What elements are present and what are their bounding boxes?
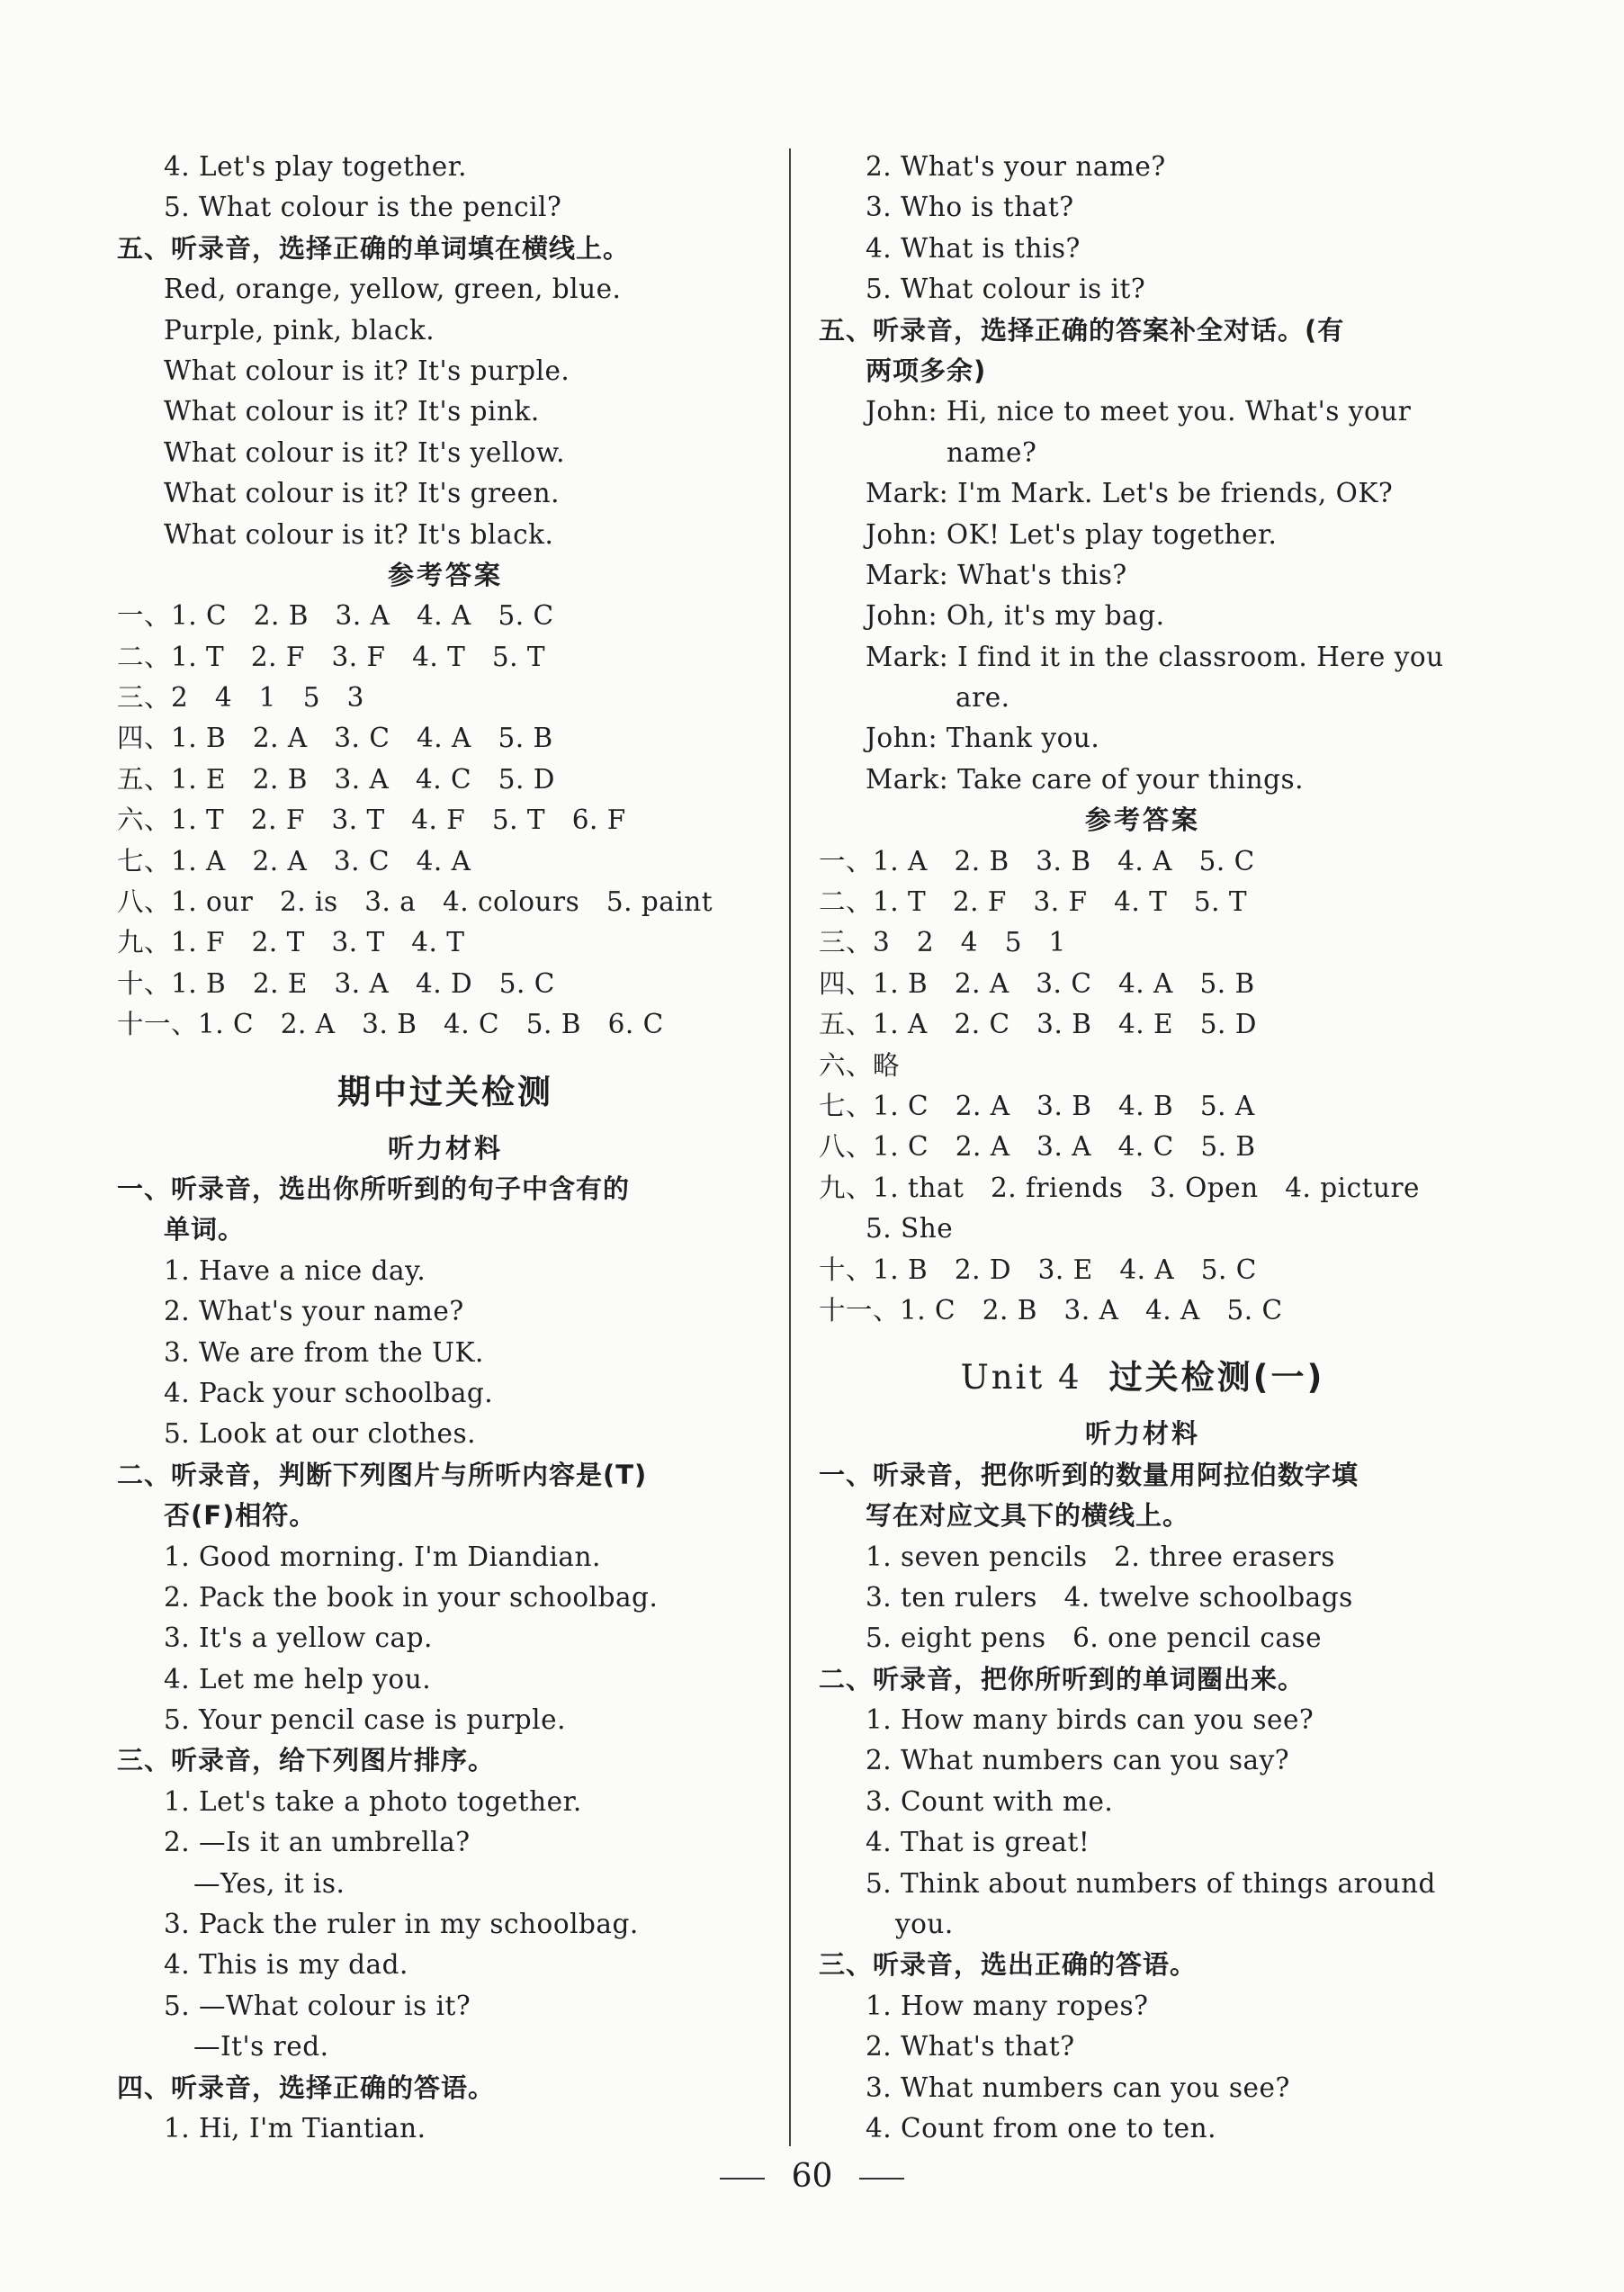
page-footer [0,2158,1624,2195]
answer-line: 八、1. our 2. is 3. a 4. colours 5. paint [117,886,713,918]
question-heading: 一、听录音，选出你所听到的句子中含有的 [117,1173,631,1204]
text-line: 5. What colour is the pencil? [164,192,562,223]
text-line: you. [895,1909,954,1940]
text-line: 1. Hi, I'm Tiantian. [164,2112,426,2144]
answer-line: 七、1. C 2. A 3. B 4. B 5. A [819,1090,1255,1121]
text-line: 1. Let's take a photo together. [164,1785,582,1817]
answers-title: 参考答案 [387,559,503,590]
answer-line: 九、1. that 2. friends 3. Open 4. picture [819,1172,1420,1203]
column-divider [789,148,791,2146]
text-line: 5. What colour is it? [866,274,1146,305]
text-line: —It's red. [193,2031,329,2063]
text-line: Red, orange, yellow, green, blue. [164,274,622,305]
text-line: 3. ten rulers 4. twelve schoolbags [866,1581,1353,1613]
answer-line: 十一、1. C 2. A 3. B 4. C 5. B 6. C [117,1009,664,1040]
text-line: What colour is it? It's green. [164,478,560,509]
text-line: 4. Let me help you. [164,1663,432,1694]
footer-dash-right [859,2178,904,2180]
text-line: 5. Look at our clothes. [164,1418,476,1450]
text-line: 3. Pack the ruler in my schoolbag. [164,1909,639,1940]
text-line: 3. We are from the UK. [164,1336,484,1368]
answer-line: 五、1. E 2. B 3. A 4. C 5. D [117,763,555,795]
unit-title [819,1351,1467,1405]
text-line: 5. Think about numbers of things around [866,1867,1436,1899]
answer-line: 一、1. A 2. B 3. B 4. A 5. C [819,845,1255,876]
text-line: 5. eight pens 6. one pencil case [866,1622,1323,1654]
text-line: 5. —What colour is it? [164,1990,471,2021]
dialog-line: John: Hi, nice to meet you. What's your [866,396,1412,427]
answer-line: 七、1. A 2. A 3. C 4. A [117,845,471,876]
answers-title: 参考答案 [1084,804,1200,836]
text-line: 4. Let's play together. [164,151,468,182]
dialog-line: name? [947,436,1037,468]
question-heading-cont: 写在对应文具下的横线上。 [866,1500,1190,1532]
text-line: 3. What numbers can you see? [866,2072,1290,2103]
dialog-line: John: Oh, it's my bag. [866,600,1165,632]
answer-line: 二、1. T 2. F 3. F 4. T 5. T [117,641,546,672]
text-line: What colour is it? It's black. [164,518,554,550]
question-heading: 三、听录音，给下列图片排序。 [117,1745,496,1776]
text-line: What colour is it? It's yellow. [164,436,566,468]
section-title: 期中过关检测 [337,1072,553,1111]
unit-title-cn: 过关检测(一) [1108,1358,1325,1398]
question-heading: 三、听录音，选出正确的答语。 [819,1949,1198,1981]
question-heading-cont: 否(F)相符。 [164,1500,317,1532]
text-line: 4. Count from one to ten. [866,2112,1216,2144]
dialog-line: Mark: I'm Mark. Let's be friends, OK? [866,478,1394,509]
dialog-line: John: Thank you. [866,723,1100,754]
question-heading: 五、听录音，选择正确的单词填在横线上。 [117,232,631,264]
question-heading: 五、听录音，选择正确的答案补全对话。(有 [819,314,1345,346]
text-line: 4. What is this? [866,232,1081,264]
text-line: 4. This is my dad. [164,1949,408,1981]
question-heading: 二、听录音，判断下列图片与所听内容是(T) [117,1459,648,1490]
dialog-line: Mark: Take care of your things. [866,763,1304,795]
text-line: 3. Who is that? [866,192,1074,223]
answer-line: 十一、1. C 2. B 3. A 4. A 5. C [819,1294,1283,1326]
answer-line: 二、1. T 2. F 3. F 4. T 5. T [819,886,1248,918]
text-line: 2. What's your name? [866,151,1166,182]
answer-line: 五、1. A 2. C 3. B 4. E 5. D [819,1009,1257,1040]
answer-line: 十、1. B 2. E 3. A 4. D 5. C [117,967,555,999]
question-heading: 二、听录音，把你所听到的单词圈出来。 [819,1663,1305,1694]
text-line: 1. seven pencils 2. three erasers [866,1541,1335,1572]
answer-line: 八、1. C 2. A 3. A 4. C 5. B [819,1131,1256,1163]
footer-dash-left [720,2178,765,2180]
text-line: 5. Your pencil case is purple. [164,1704,566,1736]
answer-line: 六、略 [819,1049,901,1081]
text-line: 3. It's a yellow cap. [164,1622,433,1654]
right-column [819,147,1467,2149]
text-line: What colour is it? It's pink. [164,396,540,427]
text-line: Purple, pink, black. [164,314,435,346]
page-number: 60 [791,2158,833,2195]
text-line: 1. How many birds can you see? [866,1704,1314,1736]
listening-title: 听力材料 [387,1132,503,1164]
text-line: 2. What's your name? [164,1296,464,1327]
text-line: 1. Have a nice day. [164,1254,426,1286]
text-line: 1. How many ropes? [866,1990,1149,2021]
text-line: 3. Count with me. [866,1785,1114,1817]
dialog-line: are. [956,682,1010,714]
answer-line: 5. She [866,1213,954,1245]
question-heading-cont: 两项多余) [866,355,987,386]
question-heading: 四、听录音，选择正确的答语。 [117,2072,496,2103]
answer-line: 三、3 2 4 5 1 [819,927,1066,958]
answer-line: 十、1. B 2. D 3. E 4. A 5. C [819,1254,1257,1285]
dialog-line: Mark: I find it in the classroom. Here you [866,641,1444,672]
text-line: 1. Good morning. I'm Diandian. [164,1541,601,1572]
answer-line: 三、2 4 1 5 3 [117,682,364,714]
answer-line: 九、1. F 2. T 3. T 4. T [117,927,465,958]
answer-line: 四、1. B 2. A 3. C 4. A 5. B [819,967,1255,999]
question-heading: 一、听录音，把你听到的数量用阿拉伯数字填 [819,1459,1359,1490]
text-line: What colour is it? It's purple. [164,355,570,386]
listening-title: 听力材料 [1084,1418,1200,1450]
text-line: 4. Pack your schoolbag. [164,1377,494,1408]
text-line: 2. What numbers can you say? [866,1745,1290,1776]
text-line: 2. Pack the book in your schoolbag. [164,1581,659,1613]
dialog-line: Mark: What's this? [866,559,1127,590]
text-line: 4. That is great! [866,1827,1090,1858]
answer-line: 六、1. T 2. F 3. T 4. F 5. T 6. F [117,804,626,836]
answer-line: 四、1. B 2. A 3. C 4. A 5. B [117,723,553,754]
text-line: 2. What's that? [866,2031,1075,2063]
text-line: 2. —Is it an umbrella? [164,1827,471,1858]
unit-title-en: Unit 4 [960,1358,1082,1398]
dialog-line: John: OK! Let's play together. [866,518,1278,550]
question-heading-cont: 单词。 [164,1214,246,1245]
answer-line: 一、1. C 2. B 3. A 4. A 5. C [117,600,554,632]
left-column [117,147,774,2149]
text-line: —Yes, it is. [193,1867,345,1899]
